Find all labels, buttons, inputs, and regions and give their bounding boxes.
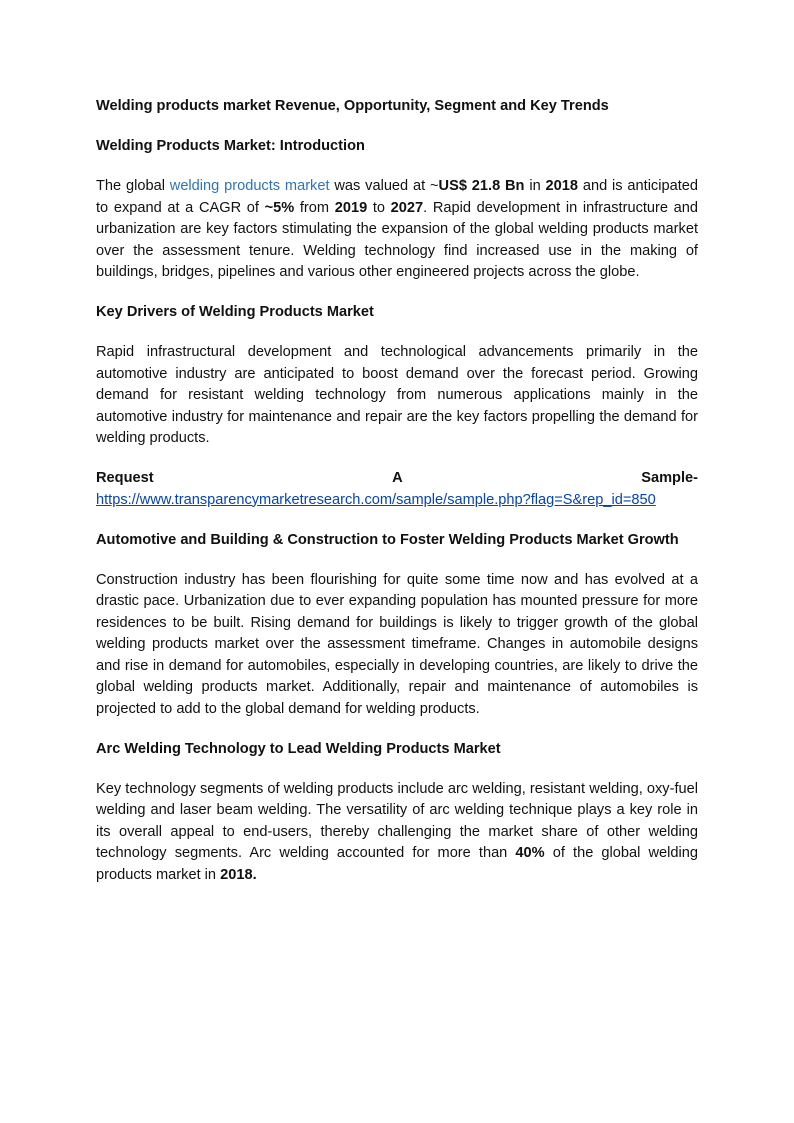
automotive-paragraph: Construction industry has been flourishing for quite some time now and has evolved at a drastic pace. Urbanization due to ever expanding population has mounted pressure for more residences to be built. Rising demand for buildings is likely to trigger growth of the global welding products market over the assessment timeframe. Changes in automobile designs and rise in demand for automobiles, especially in developing countries, are likely to drive the global welding products market. Additionally, repair and maintenance of automobiles is projected to add to the global demand for welding products. xyxy=(96,571,698,717)
intro-text-6: to xyxy=(367,199,391,216)
forecast-end-year: 2027 xyxy=(390,199,424,216)
intro-text-5: from xyxy=(294,199,335,216)
sample-word: Sample- xyxy=(641,470,698,486)
request-sample-block xyxy=(96,468,698,511)
forecast-start-year: 2019 xyxy=(334,199,368,216)
arc-paragraph xyxy=(96,779,698,887)
intro-paragraph xyxy=(96,176,698,284)
sample-request-link[interactable]: https://www.transparencymarketresearch.com/sample/sample.php?flag=S&rep_id=850 xyxy=(96,491,656,508)
intro-text-3: in xyxy=(524,178,546,194)
arc-heading: Arc Welding Technology to Lead Welding Products Market xyxy=(96,740,501,757)
intro-heading: Welding Products Market: Introduction xyxy=(96,138,365,154)
drivers-heading: Key Drivers of Welding Products Market xyxy=(96,304,374,320)
arc-share: 40% xyxy=(515,845,545,861)
welding-products-market-link[interactable]: welding products market xyxy=(169,178,330,194)
cagr-value: ~5% xyxy=(264,199,295,216)
market-value: US$ 21.8 Bn xyxy=(438,178,525,194)
arc-year: 2018. xyxy=(220,866,257,883)
intro-text-7: . Rapid development in infrastructure and urbanization are key factors stimulating the expansion of the global welding products market over the assessment tenure. Welding technology find increased use in the making of buildings, bridges, pipelines and various other engineered projects across the globe. xyxy=(96,199,699,280)
intro-text-2: was valued at ~ xyxy=(329,178,439,194)
arc-text-2: of the global welding products market in xyxy=(96,845,698,883)
drivers-paragraph: Rapid infrastructural development and technological advancements primarily in the automotive industry are anticipated to boost demand over the forecast period. Growing demand for resistant welding technology from numerous applications mainly in the automotive industry for maintenance and repair are the key factors propelling the demand for welding products. xyxy=(96,344,698,446)
base-year: 2018 xyxy=(545,178,578,194)
document-page xyxy=(96,96,698,905)
request-sample-label xyxy=(96,468,698,490)
intro-text-4: and is anticipated to expand at a CAGR of xyxy=(96,178,698,216)
arc-text-1: Key technology segments of welding products include arc welding, resistant welding, oxy-fuel welding and laser beam welding. The versatility of arc welding technique plays a key role in its overall appeal to end-users, thereby challenging the market share of other welding technology segments. Arc welding accounted for more than xyxy=(96,780,698,861)
intro-text-1: The global xyxy=(96,178,170,194)
document-title: Welding products market Revenue, Opportunity, Segment and Key Trends xyxy=(96,98,609,114)
request-word: Request xyxy=(96,470,154,486)
a-word: A xyxy=(392,470,403,486)
automotive-heading: Automotive and Building & Construction to Foster Welding Products Market Growth xyxy=(96,531,679,548)
